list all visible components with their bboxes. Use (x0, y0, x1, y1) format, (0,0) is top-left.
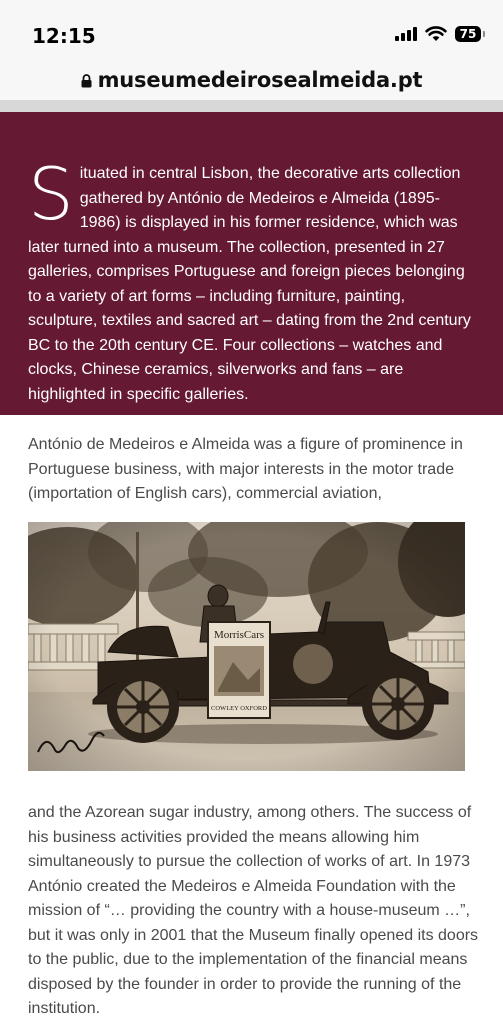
paragraph-1: António de Medeiros e Almeida was a figure of prominence in Portuguese business, with major interests in the motor trade (importation of English cars), commercial aviation, (28, 436, 463, 502)
battery-icon: 75 (455, 26, 481, 42)
lock-icon (81, 74, 92, 88)
paragraph-2: and the Azorean sugar industry, among others. The success of his business activities provided the means allowing him simultaneously to pursue the collection of works of art. In 1973 António created the Medeiros e Almeida Foundation with the mission of “… providing the country with a house-museum …”, but it was only in 2001 that the Museum finally opened its doors to the public, due to the implementation of the financial means disposed by the founder in order to provide the running of the institution. (28, 804, 479, 1017)
intro-panel (0, 112, 503, 415)
intro-paragraph (28, 152, 478, 407)
battery-tip (483, 31, 485, 37)
intro-dropcap: S (28, 152, 74, 236)
intro-text: ituated in central Lisbon, the decorative arts collection gathered by António de Medeiros e Almeida (1895-1986) is displayed in his former residence, which was later turned into a museum. The collection, presented in 27 galleries, comprises Portuguese and foreign pieces belonging to a variety of art forms – including furniture, painting, sculpture, textiles and sacred art – dating from the 2nd century BC to the 20th century CE. Four collections – watches and clocks, Chinese ceramics, silverworks and fans – are highlighted in specific galleries. (28, 165, 471, 403)
toolbar-divider (0, 100, 503, 112)
signal-icon (395, 27, 417, 41)
wifi-icon (425, 26, 447, 42)
vintage-car-image (28, 522, 465, 771)
url-text[interactable]: museumedeirosealmeida.pt (97, 68, 423, 92)
vintage-car-photo (28, 522, 465, 771)
status-bar (0, 0, 503, 60)
address-bar[interactable] (0, 60, 503, 100)
status-icons (395, 26, 485, 42)
status-time: 12:15 (32, 24, 96, 48)
